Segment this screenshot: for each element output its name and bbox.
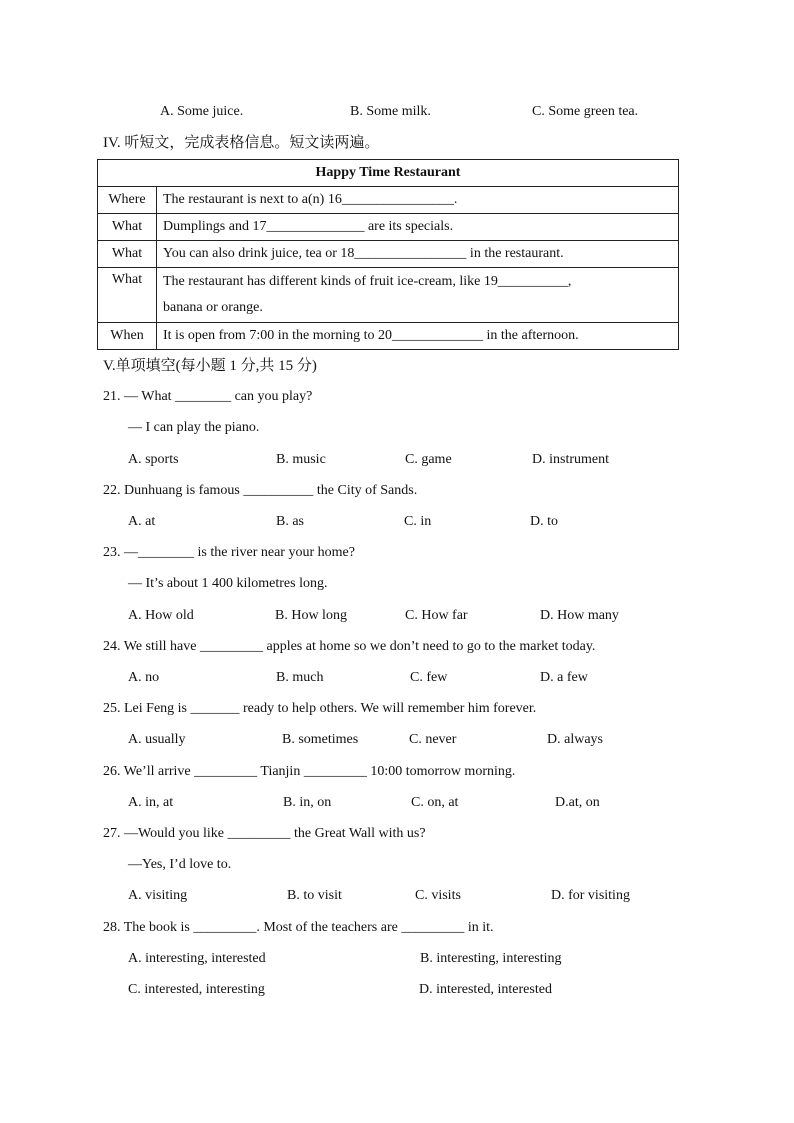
q26-option-b: B. in, on: [283, 795, 332, 810]
row-label: What: [98, 214, 157, 241]
table-row: [98, 241, 679, 268]
q28-option-b: B. interesting, interesting: [420, 951, 562, 966]
question-21-stem: 21. — What ________ can you play?: [103, 389, 313, 404]
q27-option-b: B. to visit: [287, 888, 342, 903]
question-24-stem: 24. We still have _________ apples at home so we don’t need to go to the market today.: [103, 639, 596, 654]
row-label: What: [98, 241, 157, 268]
row-text: Dumplings and 17______________ are its specials.: [157, 214, 679, 241]
row-text-multi: [157, 268, 679, 323]
question-22-stem: 22. Dunhuang is famous __________ the City of Sands.: [103, 483, 418, 498]
q27-option-a: A. visiting: [128, 888, 188, 903]
q24-option-b: B. much: [276, 670, 324, 685]
row-label: What: [98, 268, 157, 323]
q23-option-b: B. How long: [275, 608, 347, 623]
q22-option-d: D. to: [530, 514, 558, 529]
section-5-heading: V.单项填空(每小题 1 分,共 15 分): [103, 358, 317, 374]
table-title-row: [98, 160, 679, 187]
table-row: [98, 187, 679, 214]
q25-option-c: C. never: [409, 732, 457, 747]
option-a-juice: A. Some juice.: [160, 104, 244, 119]
table-row: [98, 214, 679, 241]
q21-option-d: D. instrument: [532, 452, 609, 467]
q26-option-a: A. in, at: [128, 795, 174, 810]
q27-option-c: C. visits: [415, 888, 461, 903]
section-4-heading: IV. 听短文，完成表格信息。短文读两遍。: [103, 135, 380, 151]
q28-option-d: D. interested, interested: [419, 982, 552, 997]
question-28-stem: 28. The book is _________. Most of the teachers are _________ in it.: [103, 920, 494, 935]
q26-option-d: D.at, on: [555, 795, 600, 810]
q28-option-a: A. interesting, interested: [128, 951, 266, 966]
q23-option-c: C. How far: [405, 608, 468, 623]
q24-option-a: A. no: [128, 670, 160, 685]
q25-option-d: D. always: [547, 732, 603, 747]
q23-option-a: A. How old: [128, 608, 194, 623]
row-text: It is open from 7:00 in the morning to 20_____________ in the afternoon.: [157, 323, 679, 350]
q22-option-b: B. as: [276, 514, 304, 529]
restaurant-table: [97, 159, 679, 350]
question-23-stem: 23. —________ is the river near your home?: [103, 545, 355, 560]
row-text-line2: banana or orange.: [163, 300, 263, 315]
q21-option-c: C. game: [405, 452, 452, 467]
q26-option-c: C. on, at: [411, 795, 459, 810]
q22-option-a: A. at: [128, 514, 156, 529]
question-27-reply: —Yes, I’d love to.: [128, 857, 232, 872]
row-text: You can also drink juice, tea or 18________________ in the restaurant.: [157, 241, 679, 268]
table-row: [98, 268, 679, 323]
option-c-tea: C. Some green tea.: [532, 104, 639, 119]
q21-option-b: B. music: [276, 452, 326, 467]
table-title: Happy Time Restaurant: [98, 160, 679, 187]
q25-option-a: A. usually: [128, 732, 186, 747]
q25-option-b: B. sometimes: [282, 732, 359, 747]
q21-option-a: A. sports: [128, 452, 179, 467]
option-b-milk: B. Some milk.: [350, 104, 431, 119]
row-label: Where: [98, 187, 157, 214]
q28-option-c: C. interested, interesting: [128, 982, 265, 997]
question-23-reply: — It’s about 1 400 kilometres long.: [128, 576, 328, 591]
table-row: [98, 323, 679, 350]
q22-option-c: C. in: [404, 514, 432, 529]
q24-option-d: D. a few: [540, 670, 588, 685]
question-26-stem: 26. We’ll arrive _________ Tianjin _________ 10:00 tomorrow morning.: [103, 764, 516, 779]
question-25-stem: 25. Lei Feng is _______ ready to help others. We will remember him forever.: [103, 701, 537, 716]
row-text-line1: The restaurant has different kinds of fruit ice-cream, like 19__________,: [163, 274, 572, 289]
row-label: When: [98, 323, 157, 350]
question-27-stem: 27. —Would you like _________ the Great Wall with us?: [103, 826, 426, 841]
q23-option-d: D. How many: [540, 608, 619, 623]
question-21-reply: — I can play the piano.: [128, 420, 260, 435]
row-text: The restaurant is next to a(n) 16________________.: [157, 187, 679, 214]
q27-option-d: D. for visiting: [551, 888, 630, 903]
q24-option-c: C. few: [410, 670, 448, 685]
